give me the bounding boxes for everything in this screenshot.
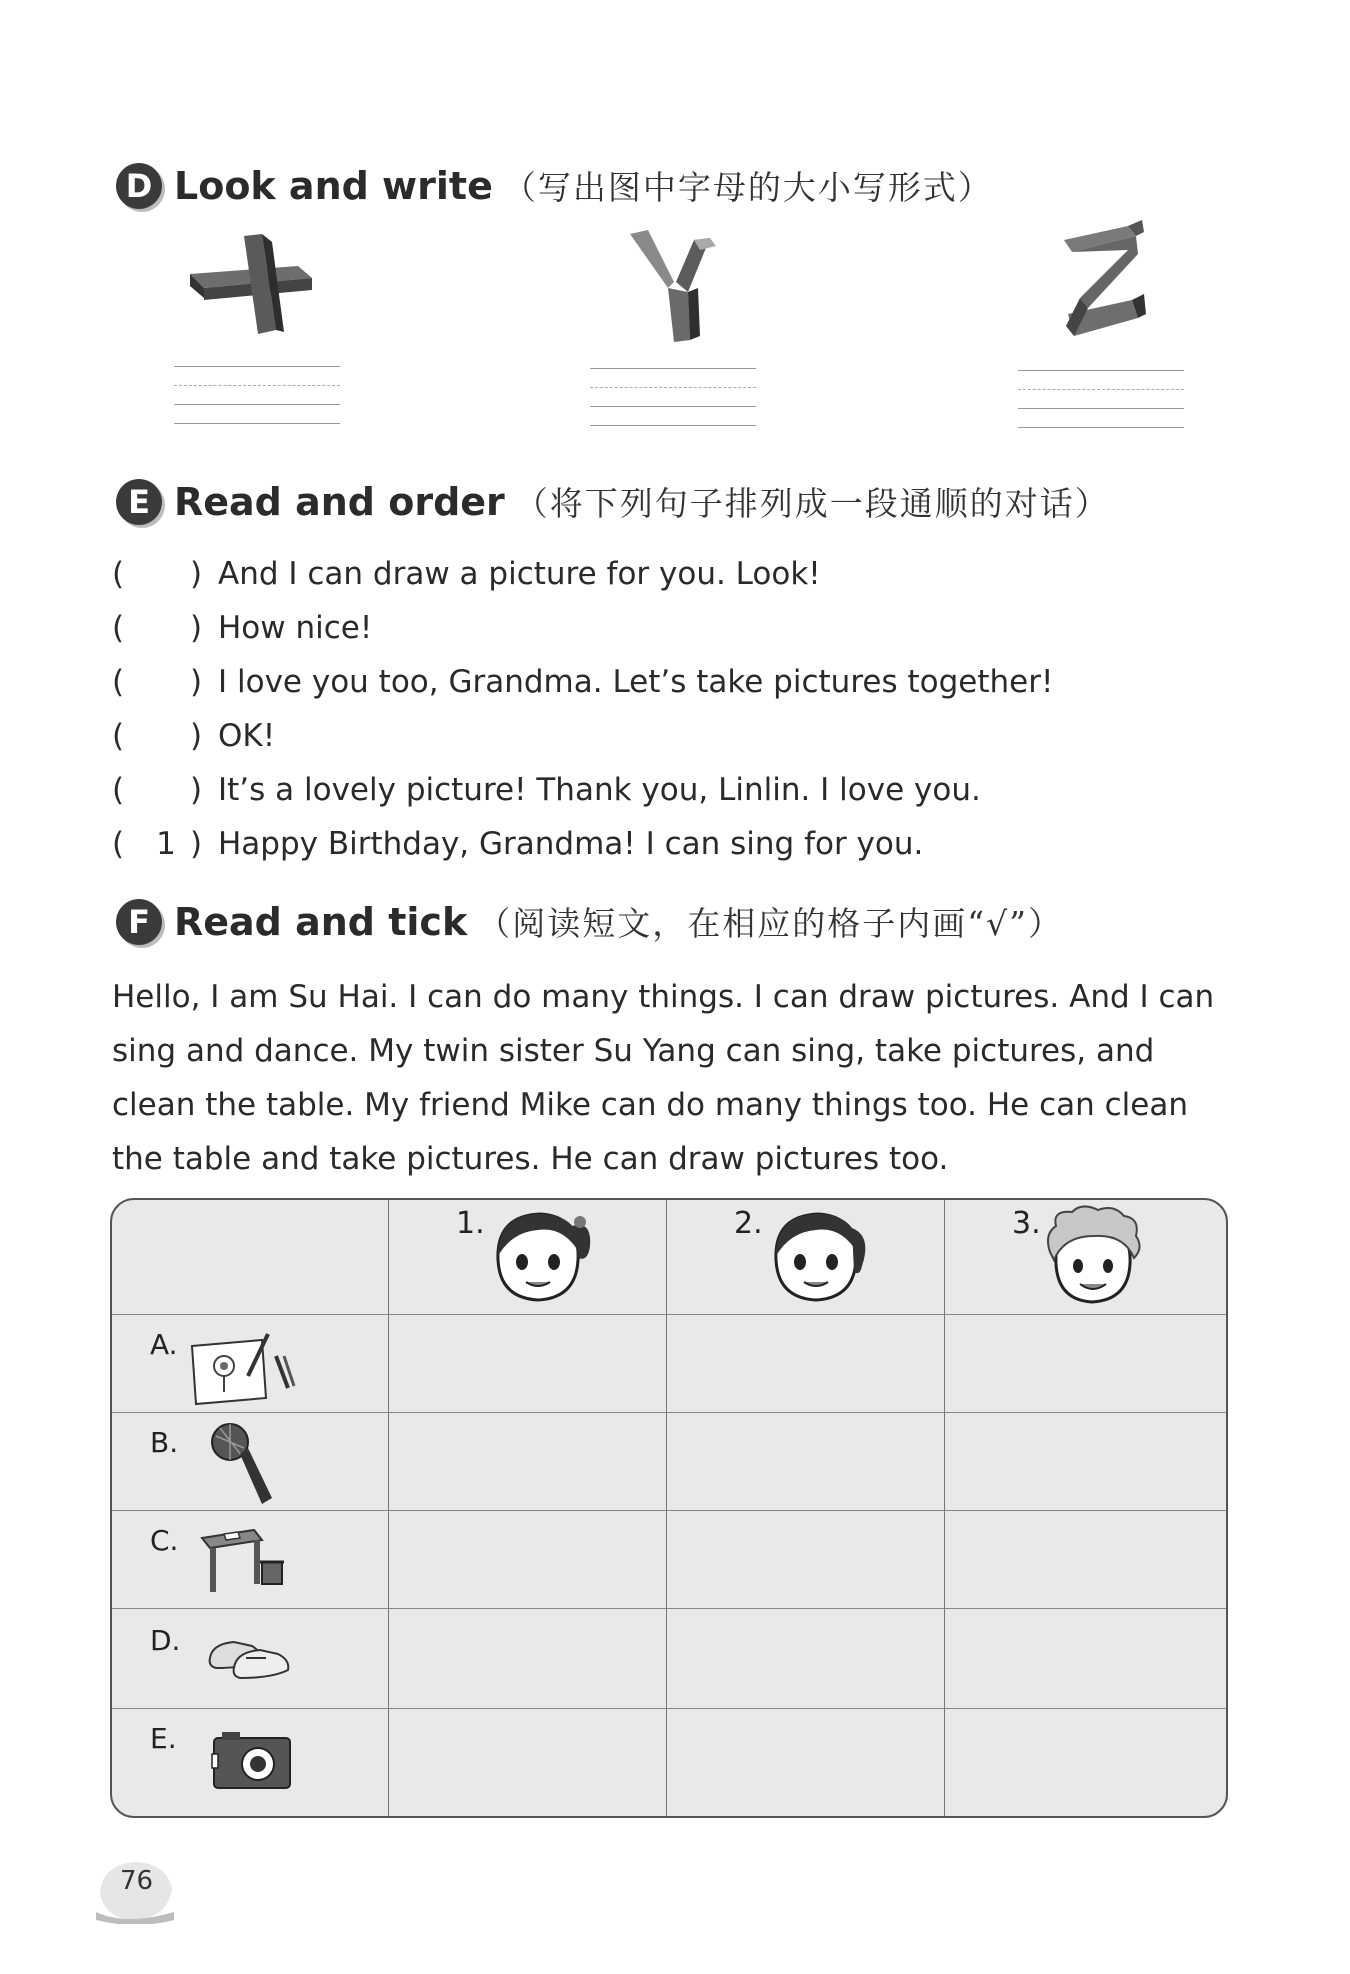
tick-cell[interactable]	[390, 1710, 664, 1814]
tick-cell[interactable]	[946, 1414, 1224, 1508]
column-number: 3.	[1012, 1206, 1041, 1241]
order-item: ( ) I love you too, Grandma. Let’s take pictures together!	[112, 664, 1054, 700]
tick-cell[interactable]	[946, 1316, 1224, 1410]
tick-cell[interactable]	[946, 1512, 1224, 1606]
section-d-title: Look and write	[174, 163, 493, 208]
section-e-badge: E	[116, 479, 162, 525]
tick-cell[interactable]	[390, 1512, 664, 1606]
order-item-text: And I can draw a picture for you. Look!	[218, 556, 821, 592]
section-e-subtitle: （将下列句子排列成一段通顺的对话）	[514, 484, 1110, 523]
row-label: E.	[150, 1722, 177, 1755]
row-label: D.	[150, 1624, 181, 1657]
drawing-picture-icon	[188, 1326, 298, 1410]
tick-cell[interactable]	[946, 1610, 1224, 1706]
section-d-badge: D	[116, 163, 162, 209]
tick-cell[interactable]	[668, 1512, 942, 1606]
write-lines-z[interactable]	[1018, 370, 1184, 428]
boy-mike-icon	[1038, 1204, 1148, 1316]
order-item-text: OK!	[218, 718, 276, 754]
tick-cell[interactable]	[668, 1316, 942, 1410]
section-e-header	[116, 478, 1110, 525]
order-answer-blank[interactable]: 1	[156, 826, 176, 862]
tick-cell[interactable]	[390, 1414, 664, 1508]
order-item-text: It’s a lovely picture! Thank you, Linlin. I love you.	[218, 772, 981, 808]
order-item: ( ) How nice!	[112, 610, 373, 646]
3d-letter-y-icon	[628, 228, 718, 352]
tick-cell[interactable]	[668, 1414, 942, 1508]
girl-su-yang-icon	[762, 1206, 872, 1314]
order-item: ( 1 ) Happy Birthday, Grandma! I can sing for you.	[112, 826, 924, 862]
tick-cell[interactable]	[390, 1610, 664, 1706]
tick-cell[interactable]	[668, 1610, 942, 1706]
column-number: 2.	[734, 1206, 763, 1241]
order-item-text: Happy Birthday, Grandma! I can sing for you.	[218, 826, 924, 862]
section-f-subtitle: （阅读短文，在相应的格子内画“√”）	[477, 904, 1064, 943]
column-number: 1.	[456, 1206, 485, 1241]
order-item-text: I love you too, Grandma. Let’s take pictures together!	[218, 664, 1054, 700]
write-lines-x[interactable]	[174, 366, 340, 424]
girl-su-hai-icon	[484, 1206, 594, 1314]
tick-cell[interactable]	[946, 1710, 1224, 1814]
row-label: B.	[150, 1426, 179, 1459]
page-number-tab	[96, 1860, 176, 1924]
section-d-header	[116, 162, 993, 209]
section-f-badge: F	[116, 899, 162, 945]
order-item: ( ) OK!	[112, 718, 276, 754]
section-f-header	[116, 898, 1063, 945]
order-item-text: How nice!	[218, 610, 373, 646]
3d-letter-z-icon	[1058, 218, 1148, 352]
page-number: 76	[120, 1866, 154, 1896]
reading-passage: Hello, I am Su Hai. I can do many things. I can draw pictures. And I can sing and dance. My twin sister Su Yang can sing, take pictures, and clean the table. My friend Mike can do many things too. He can clean the table and take pictures. He can draw pictures too.	[112, 979, 1215, 1177]
order-item: ( ) And I can draw a picture for you. Look!	[112, 556, 821, 592]
write-lines-y[interactable]	[590, 368, 756, 426]
3d-letter-x-icon	[180, 232, 320, 346]
tick-cell[interactable]	[668, 1710, 942, 1814]
section-f-title: Read and tick	[174, 899, 468, 944]
tick-table	[110, 1198, 1228, 1818]
shoes-icon	[206, 1628, 296, 1688]
clean-table-icon	[198, 1518, 288, 1602]
section-e-title: Read and order	[174, 479, 505, 524]
section-d-subtitle: （写出图中字母的大小写形式）	[502, 168, 993, 207]
microphone-icon	[208, 1420, 278, 1510]
row-label: A.	[150, 1328, 178, 1361]
order-item: ( ) It’s a lovely picture! Thank you, Linlin. I love you.	[112, 772, 981, 808]
tick-cell[interactable]	[390, 1316, 664, 1410]
camera-icon	[208, 1724, 298, 1798]
row-label: C.	[150, 1524, 179, 1557]
